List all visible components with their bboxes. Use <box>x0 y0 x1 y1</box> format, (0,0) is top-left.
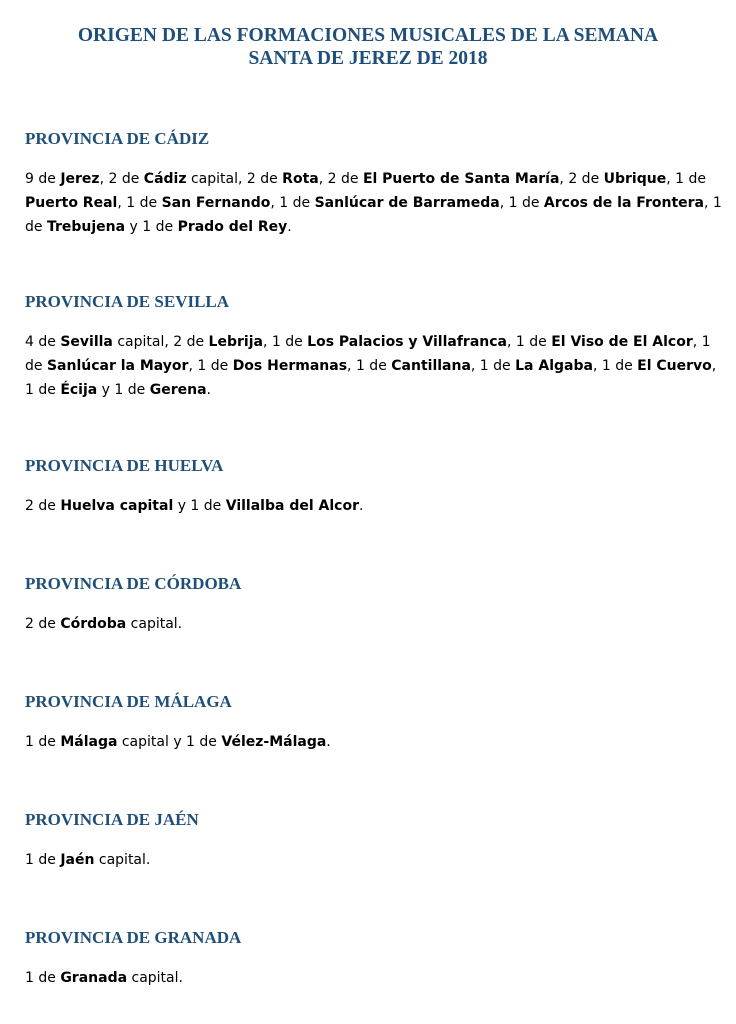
text-run: 1 de <box>25 852 61 868</box>
text-run: , 1 de <box>470 358 516 374</box>
section-heading: PROVINCIA DE CÓRDOBA <box>25 574 242 593</box>
place-name: Dos Hermanas <box>232 358 348 374</box>
section-heading: PROVINCIA DE SEVILLA <box>25 292 230 311</box>
section-text <box>25 848 725 872</box>
document-title-line-2: SANTA DE JEREZ DE 2018 <box>248 48 488 69</box>
text-run: 2 de <box>25 498 61 514</box>
text-run: capital. <box>126 616 183 632</box>
place-name: Cantillana <box>391 358 471 374</box>
section-heading: PROVINCIA DE CÁDIZ <box>25 129 210 148</box>
section-text <box>25 167 725 239</box>
place-name: El Cuervo <box>637 358 712 374</box>
place-name: Córdoba <box>60 616 127 632</box>
place-name: Puerto Real <box>25 195 118 211</box>
text-run: y 1 de <box>173 498 226 514</box>
section-malaga <box>25 692 725 754</box>
text-run: , 1 de <box>188 358 233 374</box>
place-name: Sanlúcar la Mayor <box>46 358 189 374</box>
place-name: El Puerto de Santa María <box>362 171 560 187</box>
text-run: , 2 de <box>318 171 363 187</box>
section-heading: PROVINCIA DE JAÉN <box>25 810 199 829</box>
text-run: 4 de <box>25 334 61 350</box>
place-name: Cádiz <box>143 171 187 187</box>
place-name: Prado del Rey <box>177 219 288 235</box>
text-run: capital y 1 de <box>117 734 222 750</box>
place-name: Málaga <box>60 734 118 750</box>
place-name: Jaén <box>60 852 95 868</box>
text-run: , 1 de <box>25 334 711 374</box>
text-run: y 1 de <box>97 382 150 398</box>
section-heading: PROVINCIA DE MÁLAGA <box>25 692 232 711</box>
place-name: Lebrija <box>208 334 263 350</box>
text-run: 2 de <box>25 616 61 632</box>
place-name: Huelva capital <box>60 498 174 514</box>
text-run: capital. <box>127 970 183 986</box>
text-run: . <box>287 219 292 235</box>
section-heading: PROVINCIA DE HUELVA <box>25 456 224 475</box>
section-text <box>25 330 725 402</box>
section-sevilla <box>25 292 725 402</box>
text-run: 9 de <box>25 171 61 187</box>
text-run: , 2 de <box>99 171 144 187</box>
place-name: Sevilla <box>60 334 113 350</box>
section-text <box>25 612 725 636</box>
place-name: Arcos de la Frontera <box>543 195 704 211</box>
text-run: , 1 de <box>666 171 706 187</box>
text-run: capital, 2 de <box>112 334 209 350</box>
place-name: Gerena <box>149 382 207 398</box>
place-name: La Algaba <box>515 358 593 374</box>
place-name: Trebujena <box>46 219 126 235</box>
document-title <box>20 24 716 70</box>
place-name: Vélez-Málaga <box>221 734 327 750</box>
place-name: Écija <box>60 382 98 398</box>
place-name: Jerez <box>60 171 100 187</box>
text-run: y 1 de <box>125 219 178 235</box>
text-run: . <box>326 734 331 750</box>
section-granada <box>25 928 725 990</box>
text-run: . <box>358 498 364 514</box>
place-name: Granada <box>60 970 128 986</box>
document-title-line-1: ORIGEN DE LAS FORMACIONES MUSICALES DE LA SEMANA <box>77 25 659 46</box>
text-run: . <box>206 382 211 398</box>
text-run: , 1 de <box>25 358 717 398</box>
place-name: Villalba del Alcor <box>225 498 359 514</box>
text-run: capital, 2 de <box>186 171 283 187</box>
text-run: , 1 de <box>592 358 638 374</box>
text-run: , 2 de <box>559 171 604 187</box>
place-name: Los Palacios y Villafranca <box>307 334 507 350</box>
place-name: Sanlúcar de Barrameda <box>314 195 500 211</box>
text-run: , 1 de <box>262 334 308 350</box>
section-text <box>25 494 725 518</box>
text-run: , 1 de <box>25 195 722 235</box>
place-name: Rota <box>282 171 319 187</box>
text-run: , 1 de <box>347 358 392 374</box>
place-name: Ubrique <box>603 171 667 187</box>
text-run: 1 de <box>25 734 61 750</box>
text-run: , 1 de <box>507 334 552 350</box>
place-name: San Fernando <box>161 195 271 211</box>
section-text <box>25 966 725 990</box>
place-name: El Viso de El Alcor <box>551 334 693 350</box>
section-cordoba <box>25 574 725 636</box>
section-jaen <box>25 810 725 872</box>
text-run: , 1 de <box>499 195 544 211</box>
text-run: 1 de <box>25 970 61 986</box>
section-huelva <box>25 456 725 518</box>
section-text <box>25 730 725 754</box>
text-run: , 1 de <box>270 195 315 211</box>
section-cadiz <box>25 129 725 239</box>
text-run: , 1 de <box>117 195 162 211</box>
section-heading: PROVINCIA DE GRANADA <box>25 928 242 947</box>
text-run: capital. <box>94 852 151 868</box>
